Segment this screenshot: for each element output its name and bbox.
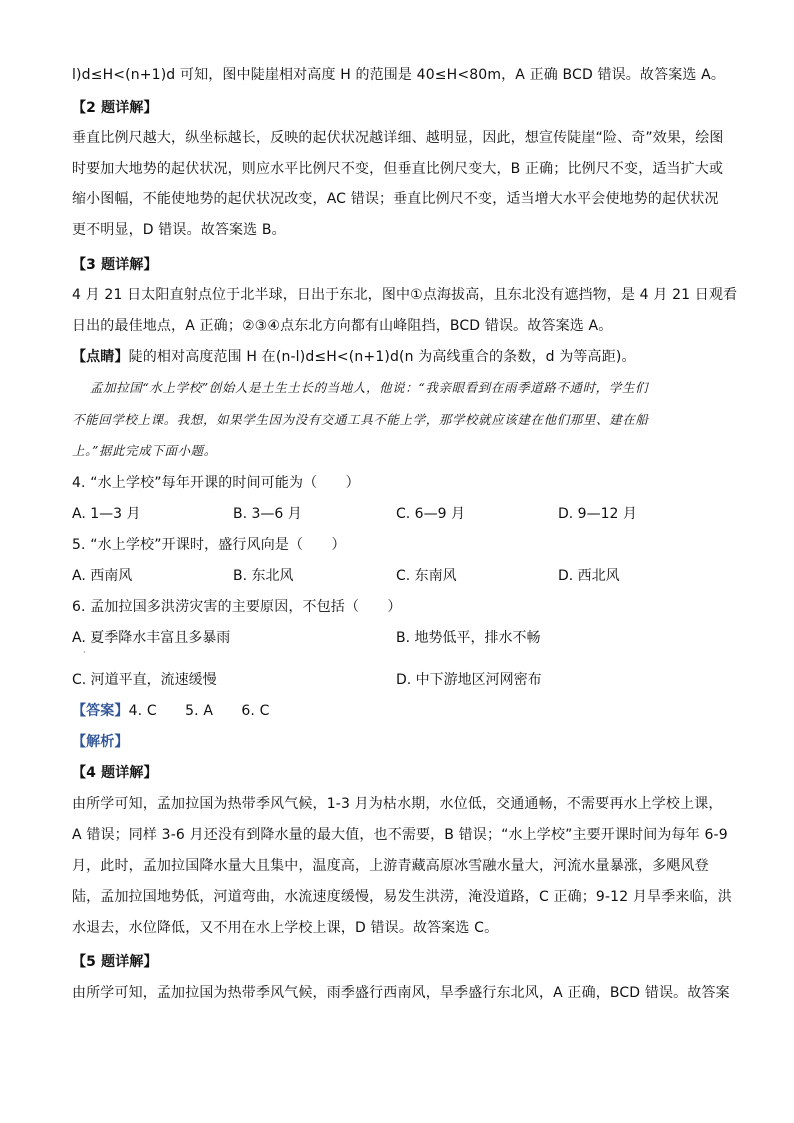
q4-option-c: C. 6—9 月 <box>396 506 465 522</box>
q4-detail-line: A 错误；同样 3-6 月还没有到降水量的最大值，也不需要，B 错误；“水上学校”主要开课时间为每年 6-9 <box>72 827 728 843</box>
q6-option-d: D. 中下游地区河网密布 <box>396 672 542 688</box>
intro-tail-text: l)d≤H<(n+1)d 可知，图中陡崖相对高度 H 的范围是 40≤H<80m，A 正确 BCD 错误。故答案选 A。 <box>72 67 725 83</box>
dianjing-row <box>72 348 742 366</box>
q4-detail-line: 月，此时，孟加拉国降水量大且集中，温度高，上游青藏高原冰雪融水量大，河流水量暴涨，多飓风登 <box>72 858 709 874</box>
q4-option-b: B. 3—6 月 <box>233 506 302 522</box>
q2-line: 垂直比例尺越大，纵坐标越长，反映的起伏状况越详细、越明显，因此，想宣传陡崖“险、奇”效果，绘图 <box>72 130 724 146</box>
q4-stem: 4. “水上学校”每年开课的时间可能为（ ） <box>72 475 360 491</box>
q3-line: 日出的最佳地点，A 正确；②③④点东北方向都有山峰阻挡，BCD 错误。故答案选 A。 <box>72 318 613 334</box>
stray-dot-mark: · <box>83 648 86 657</box>
q2-line: 缩小图幅，不能使地势的起伏状况改变，AC 错误；垂直比例尺不变，适当增大水平会使地势的起伏状况 <box>72 191 719 207</box>
answer-row <box>72 702 742 720</box>
dianjing-text: 陡的相对高度范围 H 在(n-l)d≤H<(n+1)d(n 为高线重合的条数，d 为等高距)。 <box>128 349 636 365</box>
passage-line: 孟加拉国“水上学校”创始人是土生土长的当地人，他说：“我亲眼看到在雨季道路不通时，学生们 <box>90 380 649 395</box>
q6-option-b: B. 地势低平，排水不畅 <box>396 630 541 646</box>
q5-option-d: D. 西北风 <box>558 568 620 584</box>
q5-detail-heading: 【5 题详解】 <box>72 954 158 970</box>
passage-line: 不能回学校上课。我想，如果学生因为没有交通工具不能上学，那学校就应该建在他们那里、建在船 <box>72 412 649 427</box>
q4-option-d: D. 9—12 月 <box>558 506 637 522</box>
q2-line: 更不明显，D 错误。故答案选 B。 <box>72 222 286 238</box>
passage-line: 上。”据此完成下面小题。 <box>72 443 217 458</box>
q4-option-a: A. 1—3 月 <box>72 506 141 522</box>
q2-heading: 【2 题详解】 <box>72 100 158 116</box>
q6-option-a: A. 夏季降水丰富且多暴雨 <box>72 630 231 646</box>
q4-detail-heading: 【4 题详解】 <box>72 765 158 781</box>
q5-stem: 5. “水上学校”开课时，盛行风向是（ ） <box>72 537 346 553</box>
q4-detail-line: 水退去，水位降低，又不用在水上学校上课，D 错误。故答案选 C。 <box>72 920 499 936</box>
q4-detail-line: 陆，孟加拉国地势低，河道弯曲，水流速度缓慢，易发生洪涝，淹没道路，C 正确；9-12 月旱季来临，洪 <box>72 889 732 905</box>
q6-stem: 6. 孟加拉国多洪涝灾害的主要原因，不包括（ ） <box>72 599 402 615</box>
answer-text: 4. C 5. A 6. C <box>128 703 270 719</box>
q3-line: 4 月 21 日太阳直射点位于北半球，日出于东北，图中①点海拔高，且东北没有遮挡物，是 4 月 21 日观看 <box>72 287 738 303</box>
q3-heading: 【3 题详解】 <box>72 257 158 273</box>
q4-detail-line: 由所学可知，孟加拉国为热带季风气候，1-3 月为枯水期，水位低，交通通畅，不需要再水上学校上课， <box>72 796 723 812</box>
q5-option-c: C. 东南风 <box>396 568 457 584</box>
q5-detail-line: 由所学可知，孟加拉国为热带季风气候，雨季盛行西南风，旱季盛行东北风，A 正确，BCD 错误。故答案 <box>72 985 730 1001</box>
q5-option-b: B. 东北风 <box>233 568 294 584</box>
q6-option-c: C. 河道平直，流速缓慢 <box>72 672 217 688</box>
q5-option-a: A. 西南风 <box>72 568 133 584</box>
analysis-label: 【解析】 <box>72 734 129 750</box>
dianjing-label: 【点睛】 <box>72 349 129 365</box>
q2-line: 时要加大地势的起伏状况，则应水平比例尺不变，但垂直比例尺变大，B 正确；比例尺不变，适当扩大或 <box>72 161 724 177</box>
answer-label: 【答案】 <box>72 703 129 719</box>
